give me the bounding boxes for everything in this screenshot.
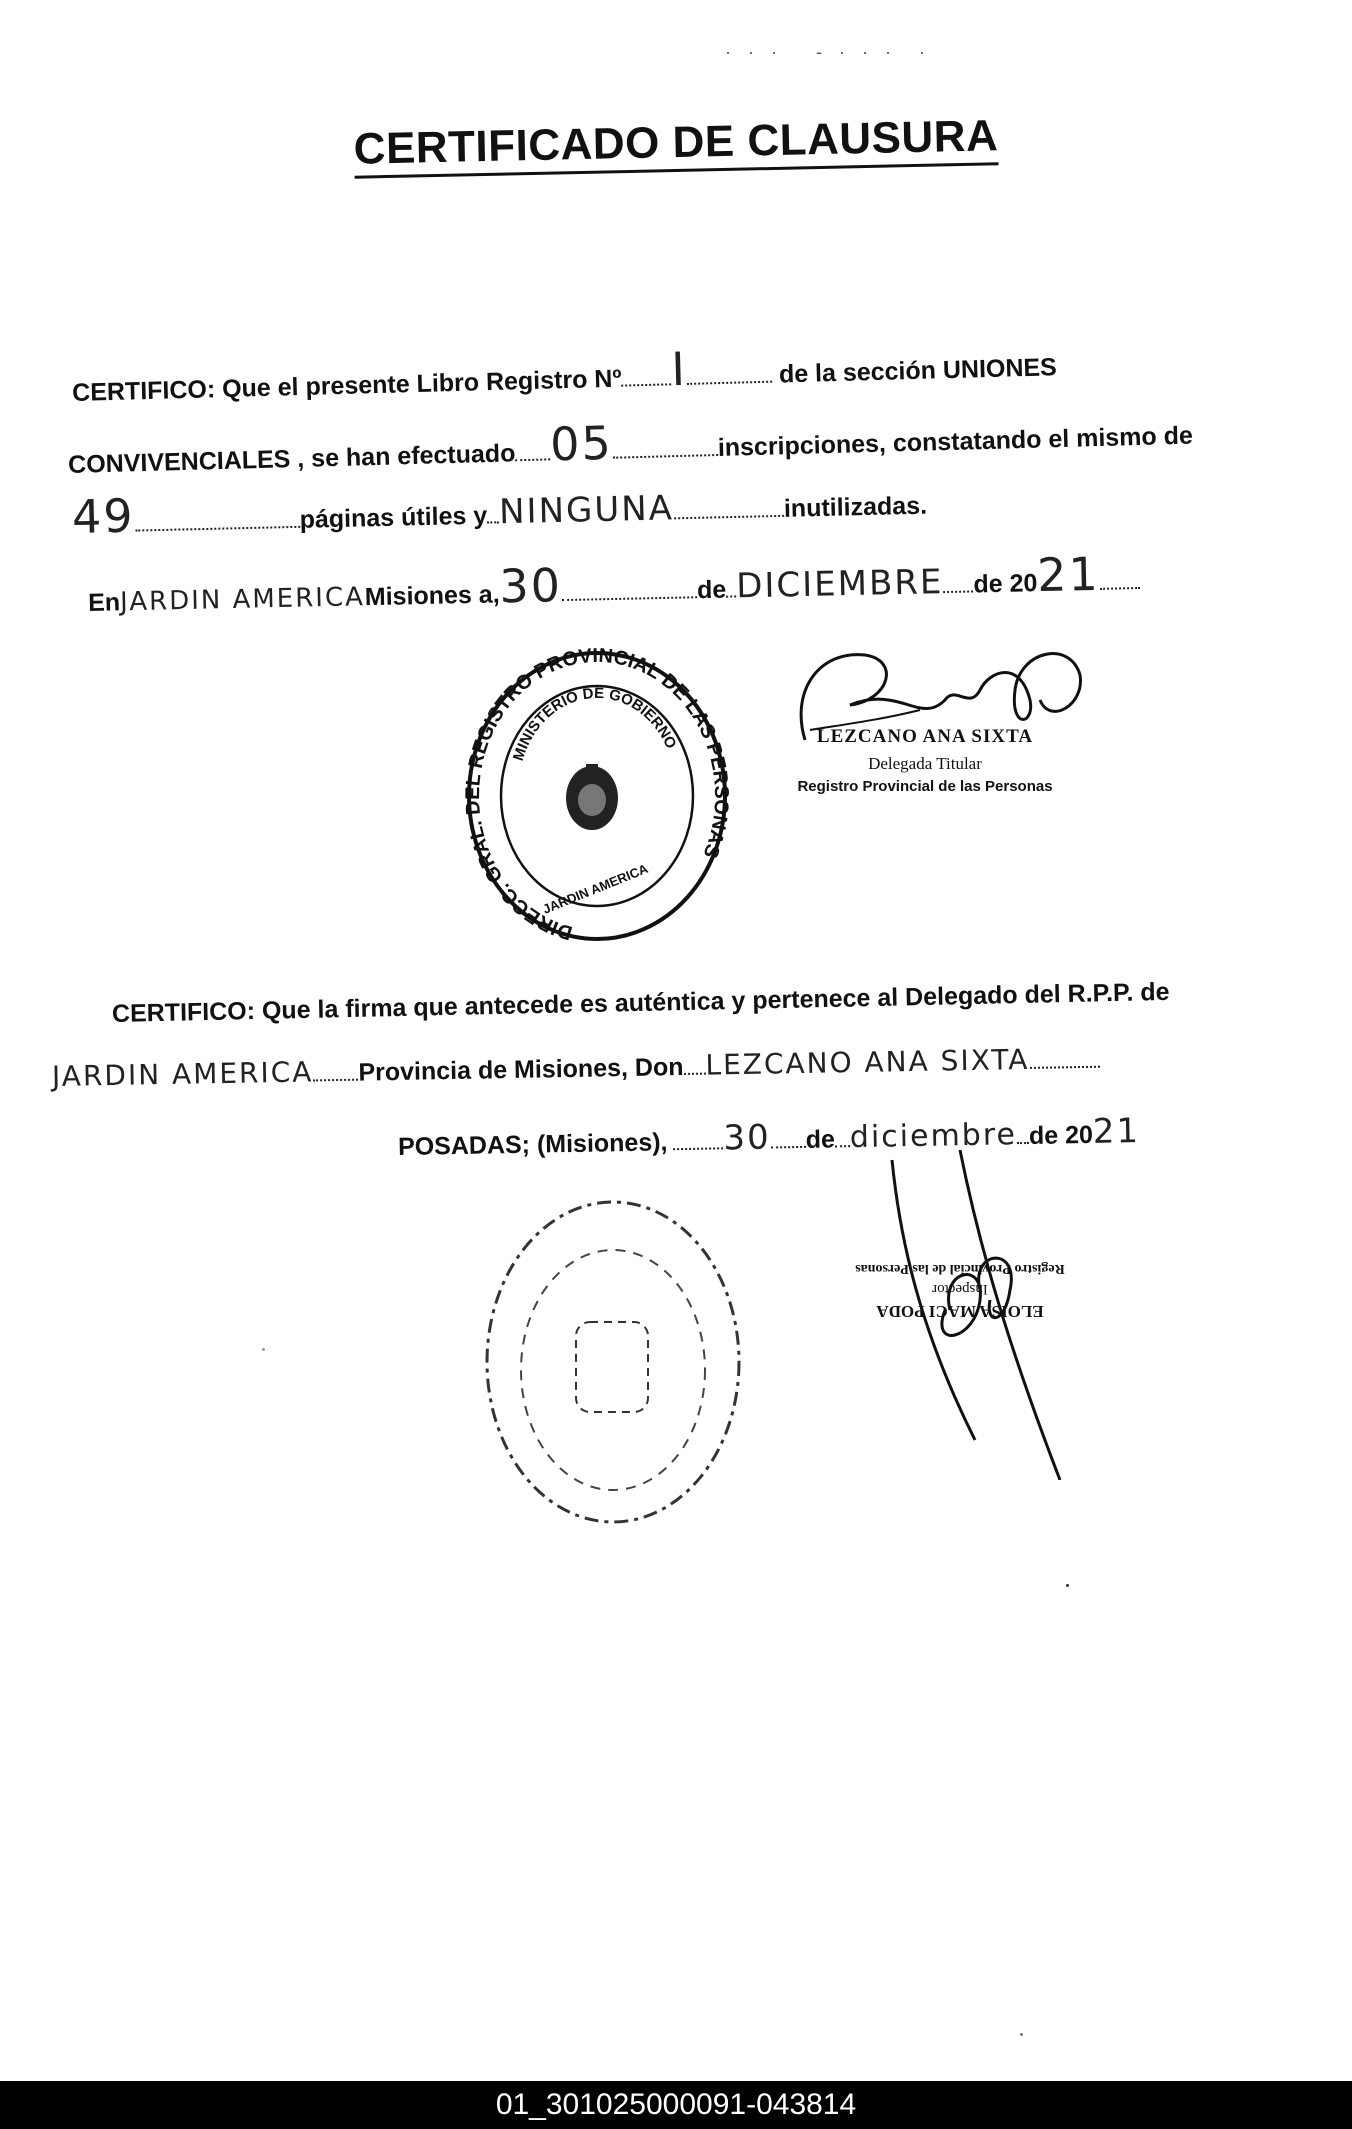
line3-middle: páginas útiles y — [299, 501, 488, 534]
document-id-bar — [0, 2081, 1352, 2129]
faint-crest-icon — [576, 1322, 648, 1412]
auth-mes: diciembre — [849, 1117, 1018, 1156]
line2-suffix: inscripciones, constatando el mismo de — [717, 421, 1194, 462]
seal1-inner-text: MINISTERIO DE GOBIERNO — [509, 684, 680, 763]
anio: 21 — [1036, 546, 1101, 603]
title-text: CERTIFICADO DE CLAUSURA — [353, 111, 999, 178]
inscripciones-count: 05 — [549, 415, 614, 472]
cert-line-1 — [71, 332, 1057, 412]
page-title — [0, 104, 1352, 182]
seal-registro-provincial — [462, 648, 732, 943]
auth-localidad: JARDIN AMERICA — [51, 1055, 314, 1093]
signature-1-role: Delegada Titular — [868, 754, 982, 773]
signature-1-name: LEZCANO ANA SIXTA — [816, 726, 1034, 747]
seal1-outer-text: DIRECC. GRAL. DEL REGISTRO PROVINCIAL DE LAS PERSONAS — [462, 648, 732, 943]
seal1-bottom-text: JARDIN AMERICA — [540, 860, 651, 917]
cert-line-3 — [71, 471, 927, 544]
line4-prefix: En — [87, 588, 121, 617]
lugar: JARDIN AMERICA — [119, 582, 366, 618]
cert-line-2 — [67, 401, 1193, 484]
speck — [1066, 1584, 1069, 1587]
signature-2-role: Inspector — [932, 1281, 988, 1297]
dia: 30 — [498, 558, 563, 614]
coat-of-arms-icon — [566, 764, 618, 830]
auth-line-2 — [52, 1042, 1100, 1093]
speck — [262, 1348, 265, 1351]
auth-anio: 21 — [1092, 1111, 1141, 1152]
document-id: 01_301025000091-043814 — [495, 2088, 857, 2121]
paginas-inutilizadas: NINGUNA — [498, 488, 675, 533]
auth-line3-prefix: POSADAS; (Misiones), — [397, 1128, 668, 1161]
cert-line-4 — [87, 546, 1140, 622]
signature-2 — [810, 1150, 1130, 1480]
signature-1 — [780, 630, 1100, 800]
line4-misiones: Misiones a, — [364, 580, 500, 612]
seal-2-graphic — [478, 1192, 748, 1532]
auth-line3-de: de — [805, 1125, 836, 1154]
mes: DICIEMBRE — [735, 562, 944, 607]
line1-prefix: CERTIFICO: Que el presente Libro Registro Nº — [71, 364, 622, 407]
auth-dia: 30 — [723, 1117, 772, 1159]
auth-line1-text: CERTIFICO: Que la firma que antecede es auténtica y pertenece al Delegado del R.P.P. de — [111, 977, 1170, 1028]
auth-delegado: LEZCANO ANA SIXTA — [705, 1042, 1030, 1082]
registro-numero: I — [670, 341, 688, 397]
svg-text:MINISTERIO DE GOBIERNO — [510, 685, 680, 763]
signature-2-name: ELOISA MACI PODA — [876, 1302, 1044, 1321]
seal-faint — [478, 1192, 748, 1532]
line3-suffix: inutilizadas. — [783, 491, 928, 523]
line4-year-prefix: de 20 — [973, 569, 1038, 599]
signature-2-office: Registro Provincial de las Personas — [855, 1261, 1065, 1276]
speck — [1020, 2033, 1023, 2036]
auth-line3-year-prefix: de 20 — [1028, 1120, 1094, 1150]
auth-line-1 — [112, 978, 1170, 1029]
line1-suffix: de la sección UNIONES — [778, 353, 1058, 389]
auth-line2-middle: Provincia de Misiones, Don — [358, 1052, 684, 1087]
seal-1-graphic — [462, 648, 732, 943]
line2-prefix: CONVIVENCIALES , se han efectuado — [67, 439, 516, 479]
signature-1-office: Registro Provincial de las Personas — [797, 778, 1053, 795]
paginas-utiles: 49 — [71, 488, 136, 544]
top-specks: · · · - · · · · — [725, 42, 931, 62]
line4-de: de — [696, 575, 727, 605]
